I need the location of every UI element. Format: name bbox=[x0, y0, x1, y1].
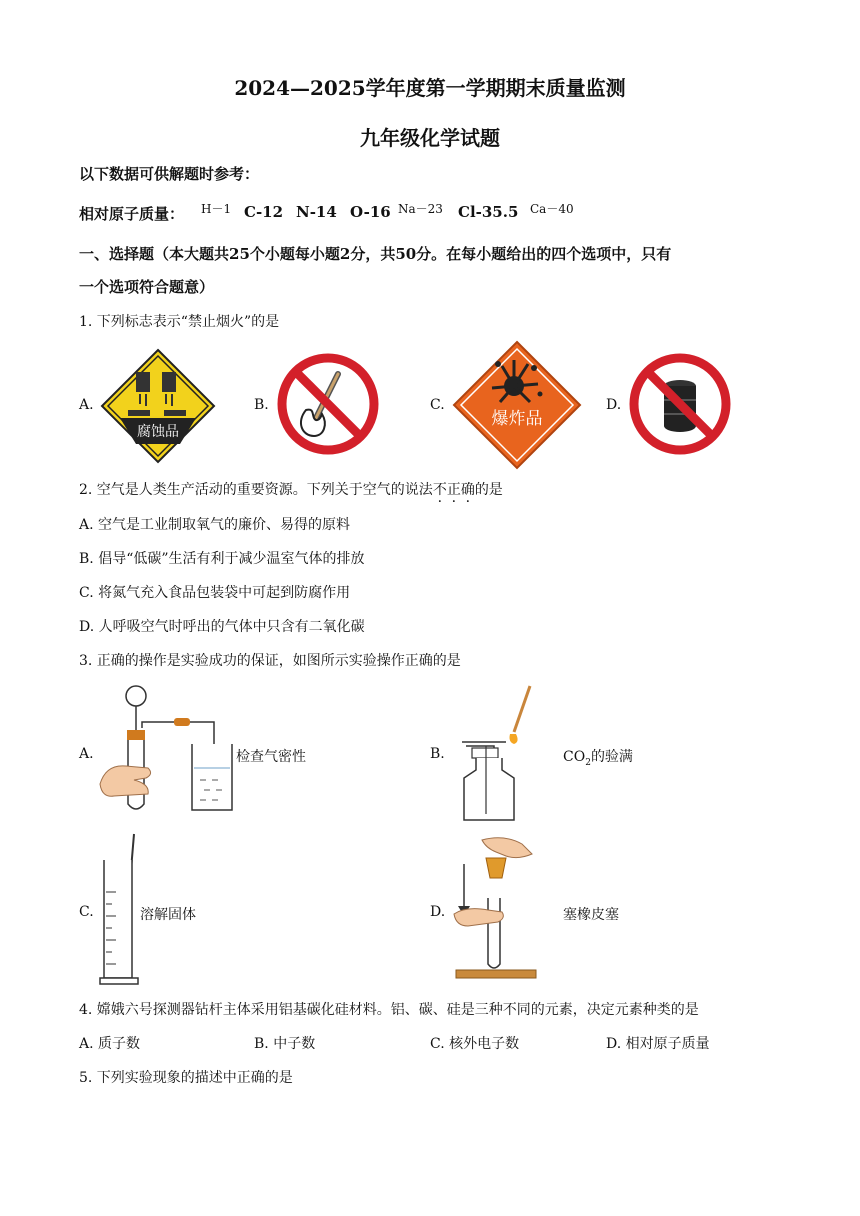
q3-option-c-letter: C. bbox=[79, 904, 94, 920]
q1-option-b-letter: B. bbox=[254, 397, 269, 413]
question-3-stem: 3. 正确的操作是实验成功的保证，如图所示实验操作正确的是 bbox=[79, 653, 461, 669]
airtightness-check-illustration bbox=[96, 684, 236, 820]
explosive-sign-text: 爆炸品 bbox=[491, 409, 543, 429]
co2-label-pre: CO bbox=[563, 749, 586, 765]
q1-option-c-letter: C. bbox=[430, 397, 445, 413]
q2-stem-post: 的是 bbox=[474, 482, 503, 498]
question-2-stem bbox=[79, 479, 503, 499]
section-heading: 一、选择题（本大题共25个小题每小题2分，共50分。在每小题给出的四个选项中，只有 bbox=[79, 245, 672, 263]
page-subtitle: 九年级化学试题 bbox=[360, 126, 500, 150]
q2-option-d: D. 人呼吸空气时呼出的气体中只含有二氧化碳 bbox=[79, 619, 365, 635]
explosive-sign-icon bbox=[452, 340, 582, 470]
page-title: 2024—2025学年度第一学期期末质量监测 bbox=[234, 76, 626, 100]
no-oil-drum-sign-icon bbox=[628, 352, 732, 456]
mass-c: C-12 bbox=[244, 203, 284, 221]
q4-option-d: D. 相对原子质量 bbox=[606, 1036, 710, 1052]
corrosive-sign-icon bbox=[100, 348, 216, 464]
question-4-stem: 4. 嫦娥六号探测器钻杆主体采用铝基碳化硅材料。铝、碳、硅是三种不同的元素，决定元素种类的是 bbox=[79, 1002, 699, 1018]
q2-option-c: C. 将氮气充入食品包装袋中可起到防腐作用 bbox=[79, 585, 351, 601]
q3-option-a-letter: A. bbox=[79, 746, 94, 762]
q4-option-b: B. 中子数 bbox=[254, 1036, 316, 1052]
q4-option-c: C. 核外电子数 bbox=[430, 1036, 520, 1052]
question-1-stem: 1. 下列标志表示“禁止烟火”的是 bbox=[79, 314, 280, 330]
q3-option-b-letter: B. bbox=[430, 746, 445, 762]
q3-option-d-label: 塞橡皮塞 bbox=[563, 907, 619, 923]
corrosive-sign-text: 腐蚀品 bbox=[137, 424, 179, 440]
q4-option-a: A. 质子数 bbox=[79, 1036, 141, 1052]
question-5-stem: 5. 下列实验现象的描述中正确的是 bbox=[79, 1070, 293, 1086]
mass-na: Na－23 bbox=[398, 202, 443, 216]
q2-option-b: B. 倡导“低碳”生活有利于减少温室气体的排放 bbox=[79, 551, 365, 567]
section-heading-cont: 一个选项符合题意） bbox=[79, 278, 215, 296]
q3-option-b-label bbox=[563, 746, 633, 768]
graduated-cylinder-illustration bbox=[98, 832, 142, 988]
q2-emphasis-char: 正 bbox=[446, 482, 461, 498]
co2-label-post: 的验满 bbox=[590, 749, 633, 765]
atomic-mass-label: 相对原子质量： bbox=[79, 205, 185, 223]
q2-emphasis-char: 不 bbox=[432, 482, 447, 498]
q2-emphasis-char: 确 bbox=[460, 482, 475, 498]
co2-label-sub: 2 bbox=[585, 757, 591, 768]
no-fire-sign-icon bbox=[276, 352, 380, 456]
q3-option-a-label: 检查气密性 bbox=[236, 749, 306, 765]
q2-stem-pre: 2. 空气是人类生产活动的重要资源。下列关于空气的说法 bbox=[79, 482, 433, 498]
q3-option-c-label: 溶解固体 bbox=[140, 907, 196, 923]
mass-n: N-14 bbox=[296, 203, 337, 221]
mass-ca: Ca－40 bbox=[530, 202, 574, 216]
mass-o: O-16 bbox=[350, 203, 391, 221]
reference-intro: 以下数据可供解题时参考： bbox=[79, 165, 260, 183]
q3-option-d-letter: D. bbox=[430, 904, 446, 920]
mass-h: H－1 bbox=[201, 202, 232, 216]
q1-option-d-letter: D. bbox=[606, 397, 622, 413]
q1-option-a-letter: A. bbox=[79, 397, 94, 413]
mass-cl: Cl-35.5 bbox=[458, 203, 519, 221]
co2-full-check-illustration bbox=[458, 680, 538, 822]
q2-option-a: A. 空气是工业制取氧气的廉价、易得的原料 bbox=[79, 517, 351, 533]
rubber-stopper-illustration bbox=[452, 836, 556, 984]
